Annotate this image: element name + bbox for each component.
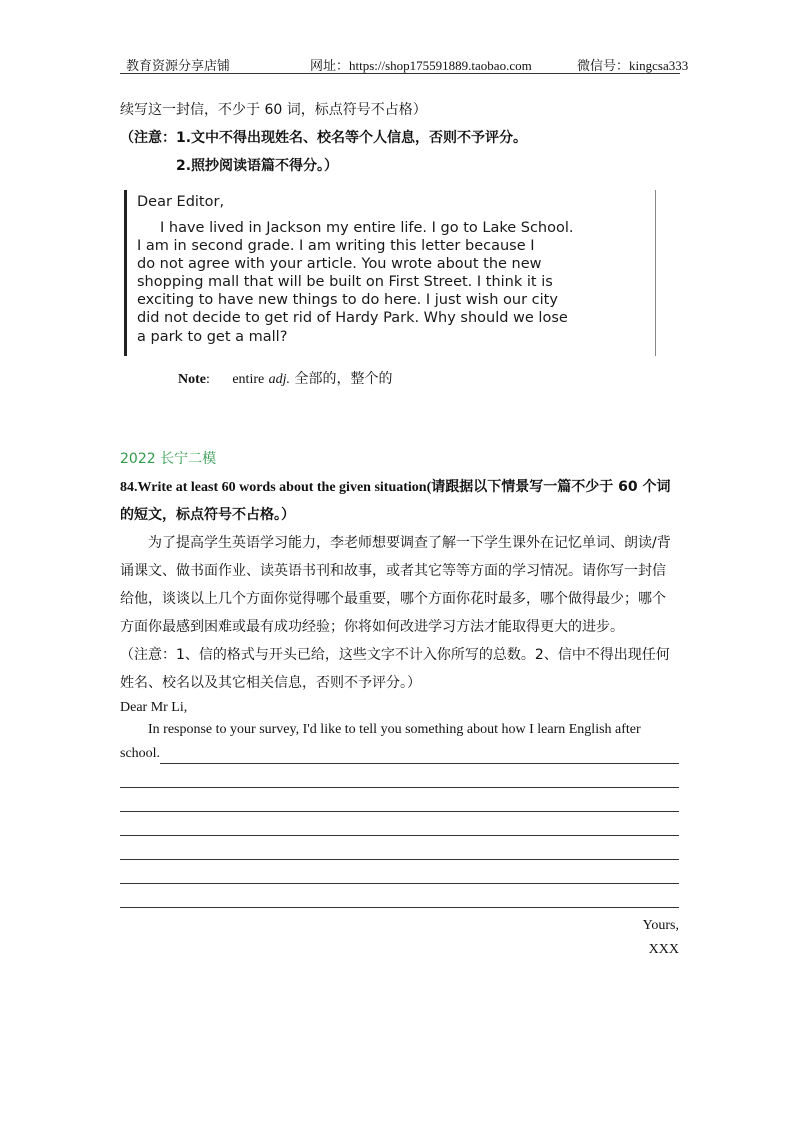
writing-line <box>120 859 679 860</box>
letter-line: I have lived in Jackson my entire life. I go to Lake School. <box>160 220 574 236</box>
letter-line: did not decide to get rid of Hardy Park. Why should we lose <box>137 310 568 326</box>
opening-line-2: school. <box>120 746 161 761</box>
prompt-en: 84.Write at least 60 words about the given situation( <box>120 480 432 495</box>
writing-line <box>160 763 679 764</box>
task2-notice-line: （注意：1、信的格式与开头已给，这些文字不计入你所写的总数。2、信中不得出现任何 <box>120 647 670 663</box>
letter-right-border <box>655 190 656 356</box>
letter-line: do not agree with your article. You wrote about the new <box>137 256 542 272</box>
note-meaning: 全部的，整个的 <box>294 371 393 387</box>
salutation: Dear Mr Li, <box>120 700 188 715</box>
letter-line: a park to get a mall? <box>137 329 288 345</box>
writing-line <box>120 835 679 836</box>
writing-line <box>120 787 679 788</box>
letter-line: shopping mall that will be built on First Street. I think it is <box>137 274 553 290</box>
letter-line: I am in second grade. I am writing this letter because I <box>137 238 535 254</box>
note-colon: : <box>206 372 210 387</box>
task2-body-line: 为了提高学生英语学习能力，李老师想要调查了解一下学生课外在记忆单词、朗读/背 <box>148 535 671 551</box>
task1-instruction: 续写这一封信，不少于 60 词，标点符号不占格） <box>120 102 427 118</box>
task2-body-line: 诵课文、做书面作业、读英语书刊和故事，或者其它等等方面的学习情况。请你写一封信 <box>120 563 666 579</box>
letter-line: Dear Editor, <box>137 194 225 210</box>
writing-line <box>120 811 679 812</box>
vocab-note <box>178 368 393 388</box>
shop-url: 网址：https://shop175591889.taobao.com <box>310 58 532 73</box>
prompt-cn: 请跟据以下情景写一篇不少于 60 个词 <box>431 479 671 495</box>
wechat-id: 微信号：kingcsa333 <box>577 58 689 73</box>
task1-note-2: 2.照抄阅读语篇不得分。） <box>176 158 339 174</box>
signature: XXX <box>648 942 679 957</box>
letter-image <box>124 190 656 356</box>
task2-notice-line: 姓名、校名以及其它相关信息，否则不予评分。） <box>120 675 421 691</box>
note-word: entire <box>232 372 265 387</box>
task2-source: 2022 长宁二模 <box>120 451 217 467</box>
opening-line-1: In response to your survey, I'd like to tell you something about how I learn English after <box>148 722 641 737</box>
page-header <box>120 52 689 73</box>
header-rule <box>120 73 680 74</box>
task2-body-line: 给他，谈谈以上几个方面你觉得哪个最重要，哪个方面你花时最多，哪个做得最少；哪个 <box>120 591 666 607</box>
task2-prompt-line1 <box>120 476 670 496</box>
letter-left-border <box>124 190 127 356</box>
letter-line: exciting to have new things to do here. I just wish our city <box>137 292 558 308</box>
shop-name: 教育资源分享店铺 <box>126 58 231 73</box>
task2-prompt-line2: 的短文，标点符号不占格。） <box>120 507 295 523</box>
writing-line <box>120 883 679 884</box>
task2-body-line: 方面你最感到困难或最有成功经验；你将如何改进学习方法才能取得更大的进步。 <box>120 619 624 635</box>
note-label: Note <box>178 372 206 387</box>
note-pos: adj. <box>268 372 291 387</box>
writing-line <box>120 907 679 908</box>
closing: Yours, <box>642 918 679 933</box>
task1-note-1: （注意：1.文中不得出现姓名、校名等个人信息，否则不予评分。 <box>120 130 528 146</box>
